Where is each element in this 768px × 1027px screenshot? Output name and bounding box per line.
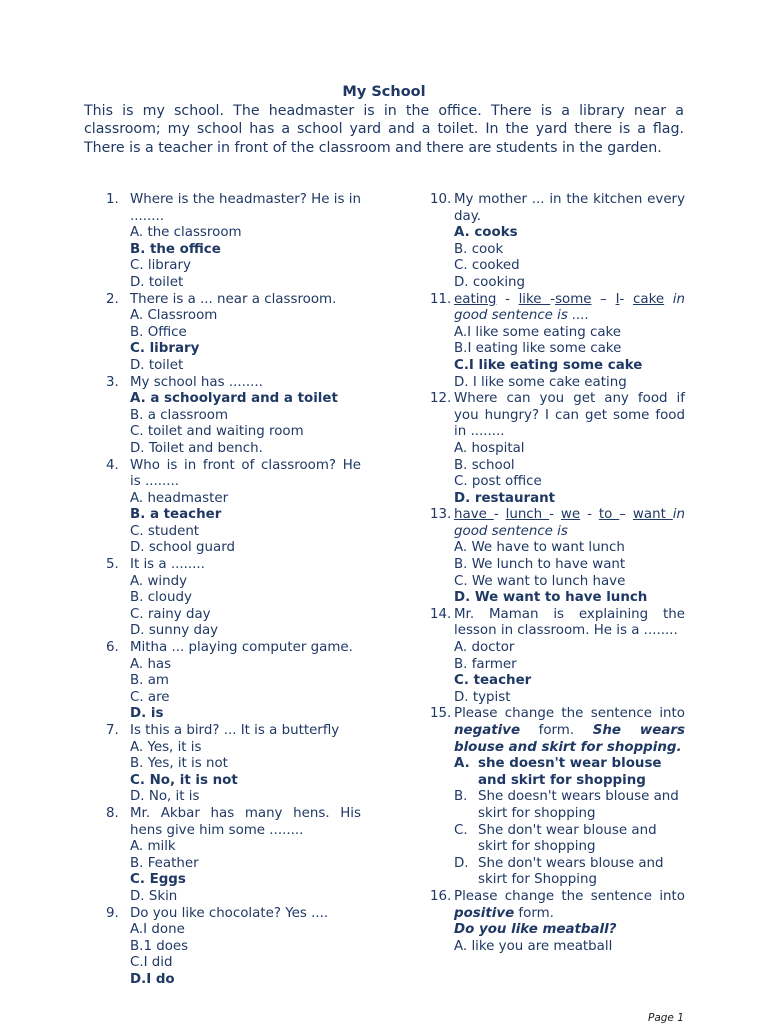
question-15: 15. Please change the sentence into negative form. She wears blouse and skirt for shopping. A. she doesn't wear blouse and skirt for shopping B. She doesn't wears blouse and skirt for shopping C. She don't wear blouse and skirt for shopping D. She don't wears blouse and skirt for Shopping	[430, 706, 685, 888]
scrambled-word: I	[615, 291, 620, 307]
scrambled-word: cake	[633, 291, 665, 307]
option-answer: D. We want to have lunch	[454, 590, 648, 606]
question-text: eating - like -some – I- cake in good sentence is ....	[454, 291, 686, 324]
option-answer: C. No, it is not	[130, 772, 238, 788]
question-16: 16. Please change the sentence into positive form. Do you like meatball? A. like you are meatball	[430, 888, 685, 954]
option: D. No, it is	[130, 789, 200, 805]
option: C. library	[130, 258, 191, 274]
target-sentence: Do you like meatball?	[454, 922, 617, 938]
question-3: 3. My school has ........ A. a schoolyard and a toilet B. a classroom C. toilet and waiting room D. Toilet and bench.	[106, 375, 361, 458]
question-4: 4. Who is in front of classroom? He is ........ A. headmaster B. a teacher C. student D. school guard	[106, 457, 361, 556]
question-11: 11. eating - like -some – I- cake in good sentence is .... A.I like some eating cake B.I eating like some cake C.I like eating some cake D. I like some cake eating	[430, 291, 686, 390]
question-7: 7. Is this a bird? ... It is a butterfly A. Yes, it is B. Yes, it is not C. No, it is not D. No, it is	[106, 723, 361, 806]
option: B. farmer	[454, 656, 517, 672]
option: B. Yes, it is not	[130, 756, 228, 772]
scrambled-word: want	[632, 507, 673, 523]
option-answer: A. a schoolyard and a toilet	[130, 391, 338, 407]
question-6: 6. Mitha ... playing computer game. A. has B. am C. are D. is	[106, 640, 361, 723]
option-answer: D.I do	[130, 971, 175, 987]
question-9: 9. Do you like chocolate? Yes .... A.I done B.1 does C.I did D.I do	[106, 906, 361, 989]
question-text: My mother ... in the kitchen every day.	[454, 192, 685, 224]
question-14: 14. Mr. Maman is explaining the lesson in classroom. He is a ........ A. doctor B. farmer C. teacher D. typist	[430, 606, 685, 705]
option: C.I did	[130, 955, 173, 971]
option: B. She doesn't wears blouse and skirt for shopping	[454, 789, 679, 821]
option: D. cooking	[454, 274, 526, 290]
question-text: Is this a bird? ... It is a butterfly	[130, 723, 340, 738]
option-answer: C.I like eating some cake	[454, 357, 643, 373]
right-column	[430, 192, 685, 955]
option: A.I done	[130, 922, 185, 938]
question-2: 2. There is a ... near a classroom. A. Classroom B. Office C. library D. toilet	[106, 292, 361, 375]
option: C. toilet and waiting room	[130, 424, 304, 440]
option-answer: D. is	[130, 706, 164, 722]
question-text: Mitha ... playing computer game.	[130, 640, 353, 656]
option: B. Feather	[130, 855, 199, 871]
option: A. headmaster	[130, 490, 229, 506]
question-text: It is a ........	[130, 557, 205, 573]
option: B. am	[130, 673, 169, 689]
option: B. school	[454, 457, 515, 473]
intro-paragraph: This is my school. The headmaster is in the office. There is a library near a classroom; my school has a school yard and a toilet. In the yard there is a flag. There is a teacher in front of the classroom and there are students in the garden.	[84, 103, 684, 156]
question-text: Do you like chocolate? Yes ....	[130, 905, 329, 921]
option-answer: C. teacher	[454, 673, 532, 689]
option: B. cloudy	[130, 590, 192, 606]
page-number: Page 1	[648, 1012, 684, 1024]
question-text: Where is the headmaster? He is in ........	[130, 192, 361, 224]
option: A. doctor	[454, 640, 515, 656]
question-5: 5. It is a ........ A. windy B. cloudy C. rainy day D. sunny day	[106, 557, 361, 640]
option: A. hospital	[454, 440, 525, 456]
option: B. a classroom	[130, 407, 229, 423]
option: A. like you are meatball	[454, 938, 613, 954]
option: B. cook	[454, 241, 504, 257]
option-answer: B. a teacher	[130, 507, 222, 523]
question-text: Mr. Maman is explaining the lesson in classroom. He is a ........	[454, 606, 685, 639]
option: D. She don't wears blouse and skirt for Shopping	[454, 855, 664, 888]
option: A. the classroom	[130, 225, 242, 241]
option: D. typist	[454, 689, 511, 705]
question-12: 12. Where can you get any food if you hungry? I can get some food in ........ A. hospital B. school C. post office D. restaurant	[430, 391, 685, 506]
option: C. post office	[454, 474, 542, 490]
option: C. rainy day	[130, 606, 211, 622]
option: A.I like some eating cake	[454, 324, 622, 340]
option: C. student	[130, 523, 200, 539]
option: A. has	[130, 656, 172, 672]
scrambled-word: eating	[454, 291, 497, 307]
option: B. We lunch to have want	[454, 557, 626, 573]
left-column	[106, 192, 361, 989]
question-text: My school has ........	[130, 374, 263, 390]
option: B.1 does	[130, 938, 189, 954]
option: C. She don't wear blouse and skirt for shopping	[454, 822, 657, 855]
question-text: Please change the sentence into negative form. She wears blouse and skirt for shopping.	[454, 706, 685, 755]
option: A. windy	[130, 573, 188, 589]
option: C. cooked	[454, 258, 520, 274]
scrambled-word: like	[518, 291, 551, 307]
option: D. toilet	[130, 357, 184, 373]
scrambled-word: some	[555, 291, 592, 307]
option: D. sunny day	[130, 623, 219, 639]
question-8: 8. Mr. Akbar has many hens. His hens give him some ........ A. milk B. Feather C. Eggs D. Skin	[106, 805, 361, 904]
question-10: 10. My mother ... in the kitchen every day. A. cooks B. cook C. cooked D. cooking	[430, 192, 685, 290]
keyword: negative	[454, 723, 521, 738]
option: A. milk	[130, 839, 176, 855]
option-answer: A. cooks	[454, 225, 518, 241]
option: D. Toilet and bench.	[130, 440, 263, 456]
option-answer: C. library	[130, 341, 200, 357]
question-text: Where can you get any food if you hungry? I can get some food in ........	[454, 391, 685, 440]
option: D. Skin	[130, 888, 178, 904]
scrambled-word: have	[454, 507, 494, 523]
option: A. Classroom	[130, 308, 218, 324]
question-text: Who is in front of classroom? He is ........	[130, 457, 361, 490]
option: B.I eating like some cake	[454, 341, 622, 357]
keyword: positive	[454, 905, 515, 921]
target-sentence: She wears blouse and skirt for shopping.	[454, 723, 685, 755]
option: D. I like some cake eating	[454, 374, 627, 390]
option: C. We want to lunch have	[454, 573, 626, 589]
page-title: My School	[342, 84, 426, 100]
option: B. Office	[130, 324, 187, 340]
question-text: Mr. Akbar has many hens. His hens give him some ........	[130, 805, 361, 838]
option: D. school guard	[130, 540, 235, 556]
option-answer: D. restaurant	[454, 490, 556, 506]
option: D. toilet	[130, 274, 184, 290]
scrambled-word: we	[560, 507, 581, 523]
scrambled-word: to	[598, 507, 620, 523]
option-answer: C. Eggs	[130, 872, 186, 888]
scrambled-word: lunch	[505, 507, 550, 523]
option-answer: B. the office	[130, 241, 221, 257]
question-13: 13. have - lunch - we - to – want in good sentence is A. We have to want lunch B. We lunch to have want C. We want to lunch have D. We want to have lunch	[430, 507, 685, 606]
option: A. Yes, it is	[130, 739, 202, 755]
question-1: 1. Where is the headmaster? He is in ........ A. the classroom B. the office C. library D. toilet	[106, 192, 361, 290]
question-text: have - lunch - we - to – want in good sentence is	[454, 507, 685, 539]
option: C. are	[130, 689, 170, 705]
question-text: There is a ... near a classroom.	[130, 291, 337, 307]
option-answer: A. she doesn't wear blouse and skirt for shopping	[454, 756, 662, 788]
question-text: Please change the sentence into positive form.	[454, 888, 685, 921]
option: A. We have to want lunch	[454, 540, 625, 556]
